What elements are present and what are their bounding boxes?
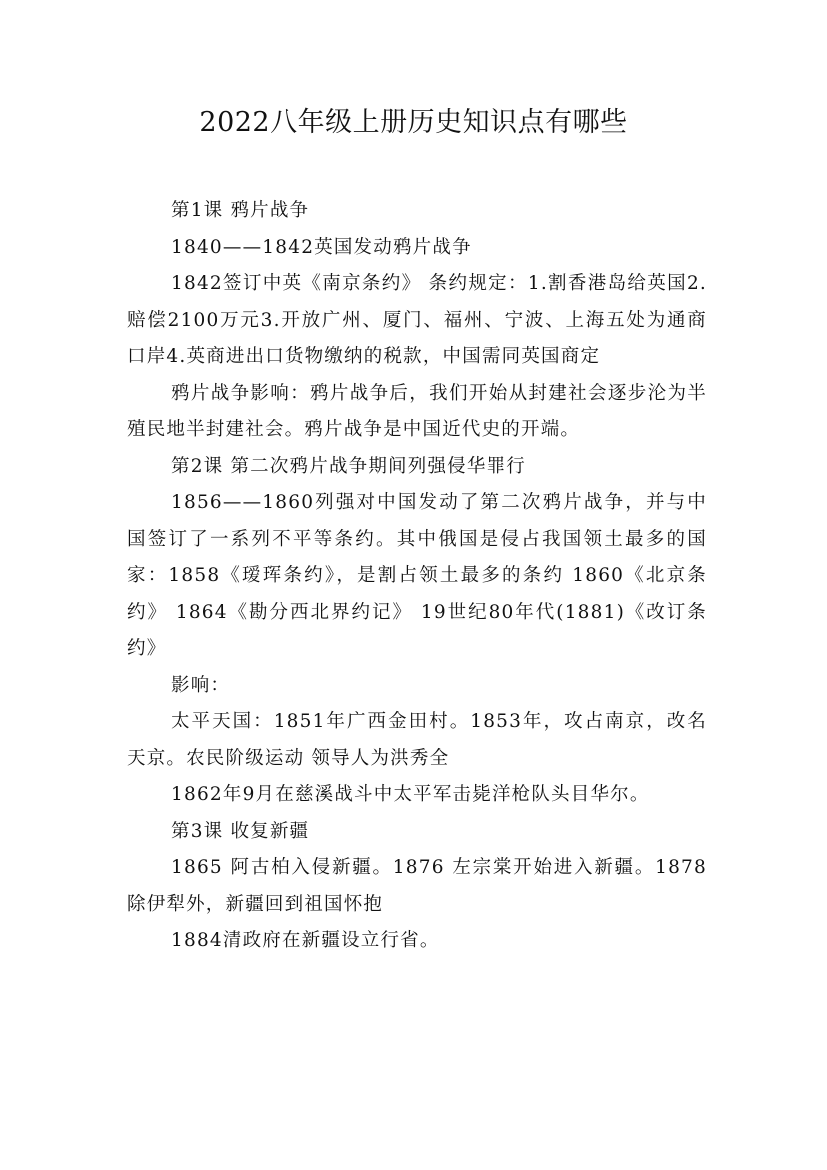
paragraph: 太平天国：1851年广西金田村。1853年，攻占南京，改名天京。农民阶级运动 领导人为洪秀全 xyxy=(127,711,707,769)
paragraph: 1856——1860列强对中国发动了第二次鸦片战争，并与中国签订了一系列不平等条约。其中俄国是侵占我国领土最多的国家：1858《瑷珲条约》，是割占领土最多的条约 1860《北京条约》 1864《勘分西北界约记》 19世纪80年代(1881)《改订条约》 xyxy=(127,492,707,659)
paragraph-lesson-2-heading: 第2课 第二次鸦片战争期间列强侵华罪行 xyxy=(171,455,526,477)
paragraph-lesson-1-heading: 第1课 鸦片战争 xyxy=(171,200,310,221)
paragraph: 影响： xyxy=(171,674,231,696)
paragraph: 1884清政府在新疆设立行省。 xyxy=(171,930,440,951)
document-body xyxy=(127,193,707,960)
paragraph: 1842签订中英《南京条约》 条约规定：1.割香港岛给英国2.赔偿2100万元3.开放广州、厦门、福州、宁波、上海五处为通商口岸4.英商进出口货物缴纳的税款，中国需同英国商定 xyxy=(127,273,707,367)
paragraph-lesson-3-heading: 第3课 收复新疆 xyxy=(171,820,310,842)
paragraph: 1862年9月在慈溪战斗中太平军击毙洋枪队头目华尔。 xyxy=(171,784,650,805)
paragraph: 1840——1842英国发动鸦片战争 xyxy=(171,236,472,258)
paragraph: 鸦片战争影响：鸦片战争后，我们开始从封建社会逐步沦为半殖民地半封建社会。鸦片战争是中国近代史的开端。 xyxy=(127,382,707,440)
paragraph: 1865 阿古柏入侵新疆。1876 左宗棠开始进入新疆。1878 除伊犁外，新疆回到祖国怀抱 xyxy=(127,857,707,915)
document-title: 2022八年级上册历史知识点有哪些 xyxy=(199,107,628,138)
